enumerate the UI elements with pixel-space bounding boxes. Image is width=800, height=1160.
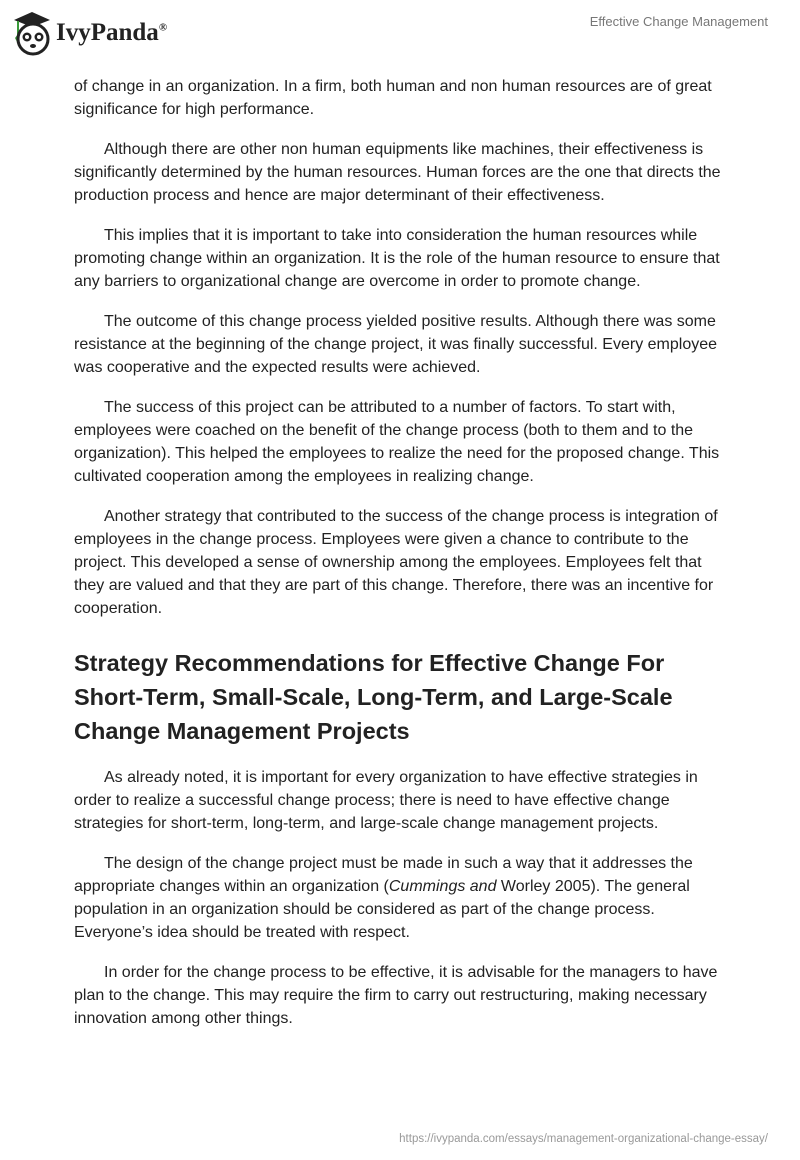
paragraph: The outcome of this change process yielded positive results. Although there was some resistance at the beginning of the change project, it was finally successful. Every employee was cooperative and the expected results were achieved. [74, 313, 718, 376]
ivypanda-logo[interactable] [12, 8, 167, 58]
paragraph: of change in an organization. In a firm, both human and non human resources are of great significance for high performance. [74, 78, 712, 118]
paragraph: This implies that it is important to take into consideration the human resources while promoting change within an organization. It is the role of the human resource to ensure that any barriers to organizational change are overcome in order to promote change. [74, 227, 720, 290]
document-title: Effective Change Management [589, 14, 768, 29]
source-url[interactable]: https://ivypanda.com/essays/management-organizational-change-essay/ [399, 1133, 768, 1145]
paragraph: In order for the change process to be effective, it is advisable for the managers to have plan to the change. This may require the firm to carry out restructuring, making necessary innovation among other things. [74, 964, 718, 1027]
registered-mark: ® [158, 21, 168, 34]
essay-body [74, 75, 734, 1047]
panda-graduate-icon [12, 8, 52, 58]
brand-name: IvyPanda [56, 19, 159, 46]
paragraph: Another strategy that contributed to the success of the change process is integration of employees in the change process. Employees were given a chance to contribute to the project. This developed a sense of ownership among the employees. Employees felt that they are valued and that they are part of this change. Therefore, there was an incentive for cooperation. [74, 508, 718, 617]
paragraph: Although there are other non human equipments like machines, their effectiveness is significantly determined by the human resources. Human forces are the one that directs the production process and hence are major determinant of their effectiveness. [74, 141, 721, 204]
paragraph: The success of this project can be attributed to a number of factors. To start with, employees were coached on the benefit of the change process (both to them and to the organization). This helped the employees to realize the need for the proposed change. This cultivated cooperation among the employees in realizing change. [74, 399, 720, 485]
text: Worley 2005). The general population in an organization should be considered as part of the change process. Everyone’s idea should be treated with respect. [74, 878, 690, 941]
citation-italic: Cummings and [388, 878, 497, 895]
paragraph-with-citation [74, 852, 734, 944]
section-heading: Strategy Recommendations for Effective Change For Short-Term, Small-Scale, Long-Term, and Large-Scale Change Management Projects [74, 650, 673, 744]
text: The design of the change project must be made in such a way that it addresses the appropriate changes within an organization ( [74, 855, 693, 895]
page-header [0, 0, 800, 60]
paragraph: As already noted, it is important for every organization to have effective strategies in order to realize a successful change process; there is need to have effective change strategies for short-term, long-term, and large-scale change management projects. [74, 769, 698, 832]
